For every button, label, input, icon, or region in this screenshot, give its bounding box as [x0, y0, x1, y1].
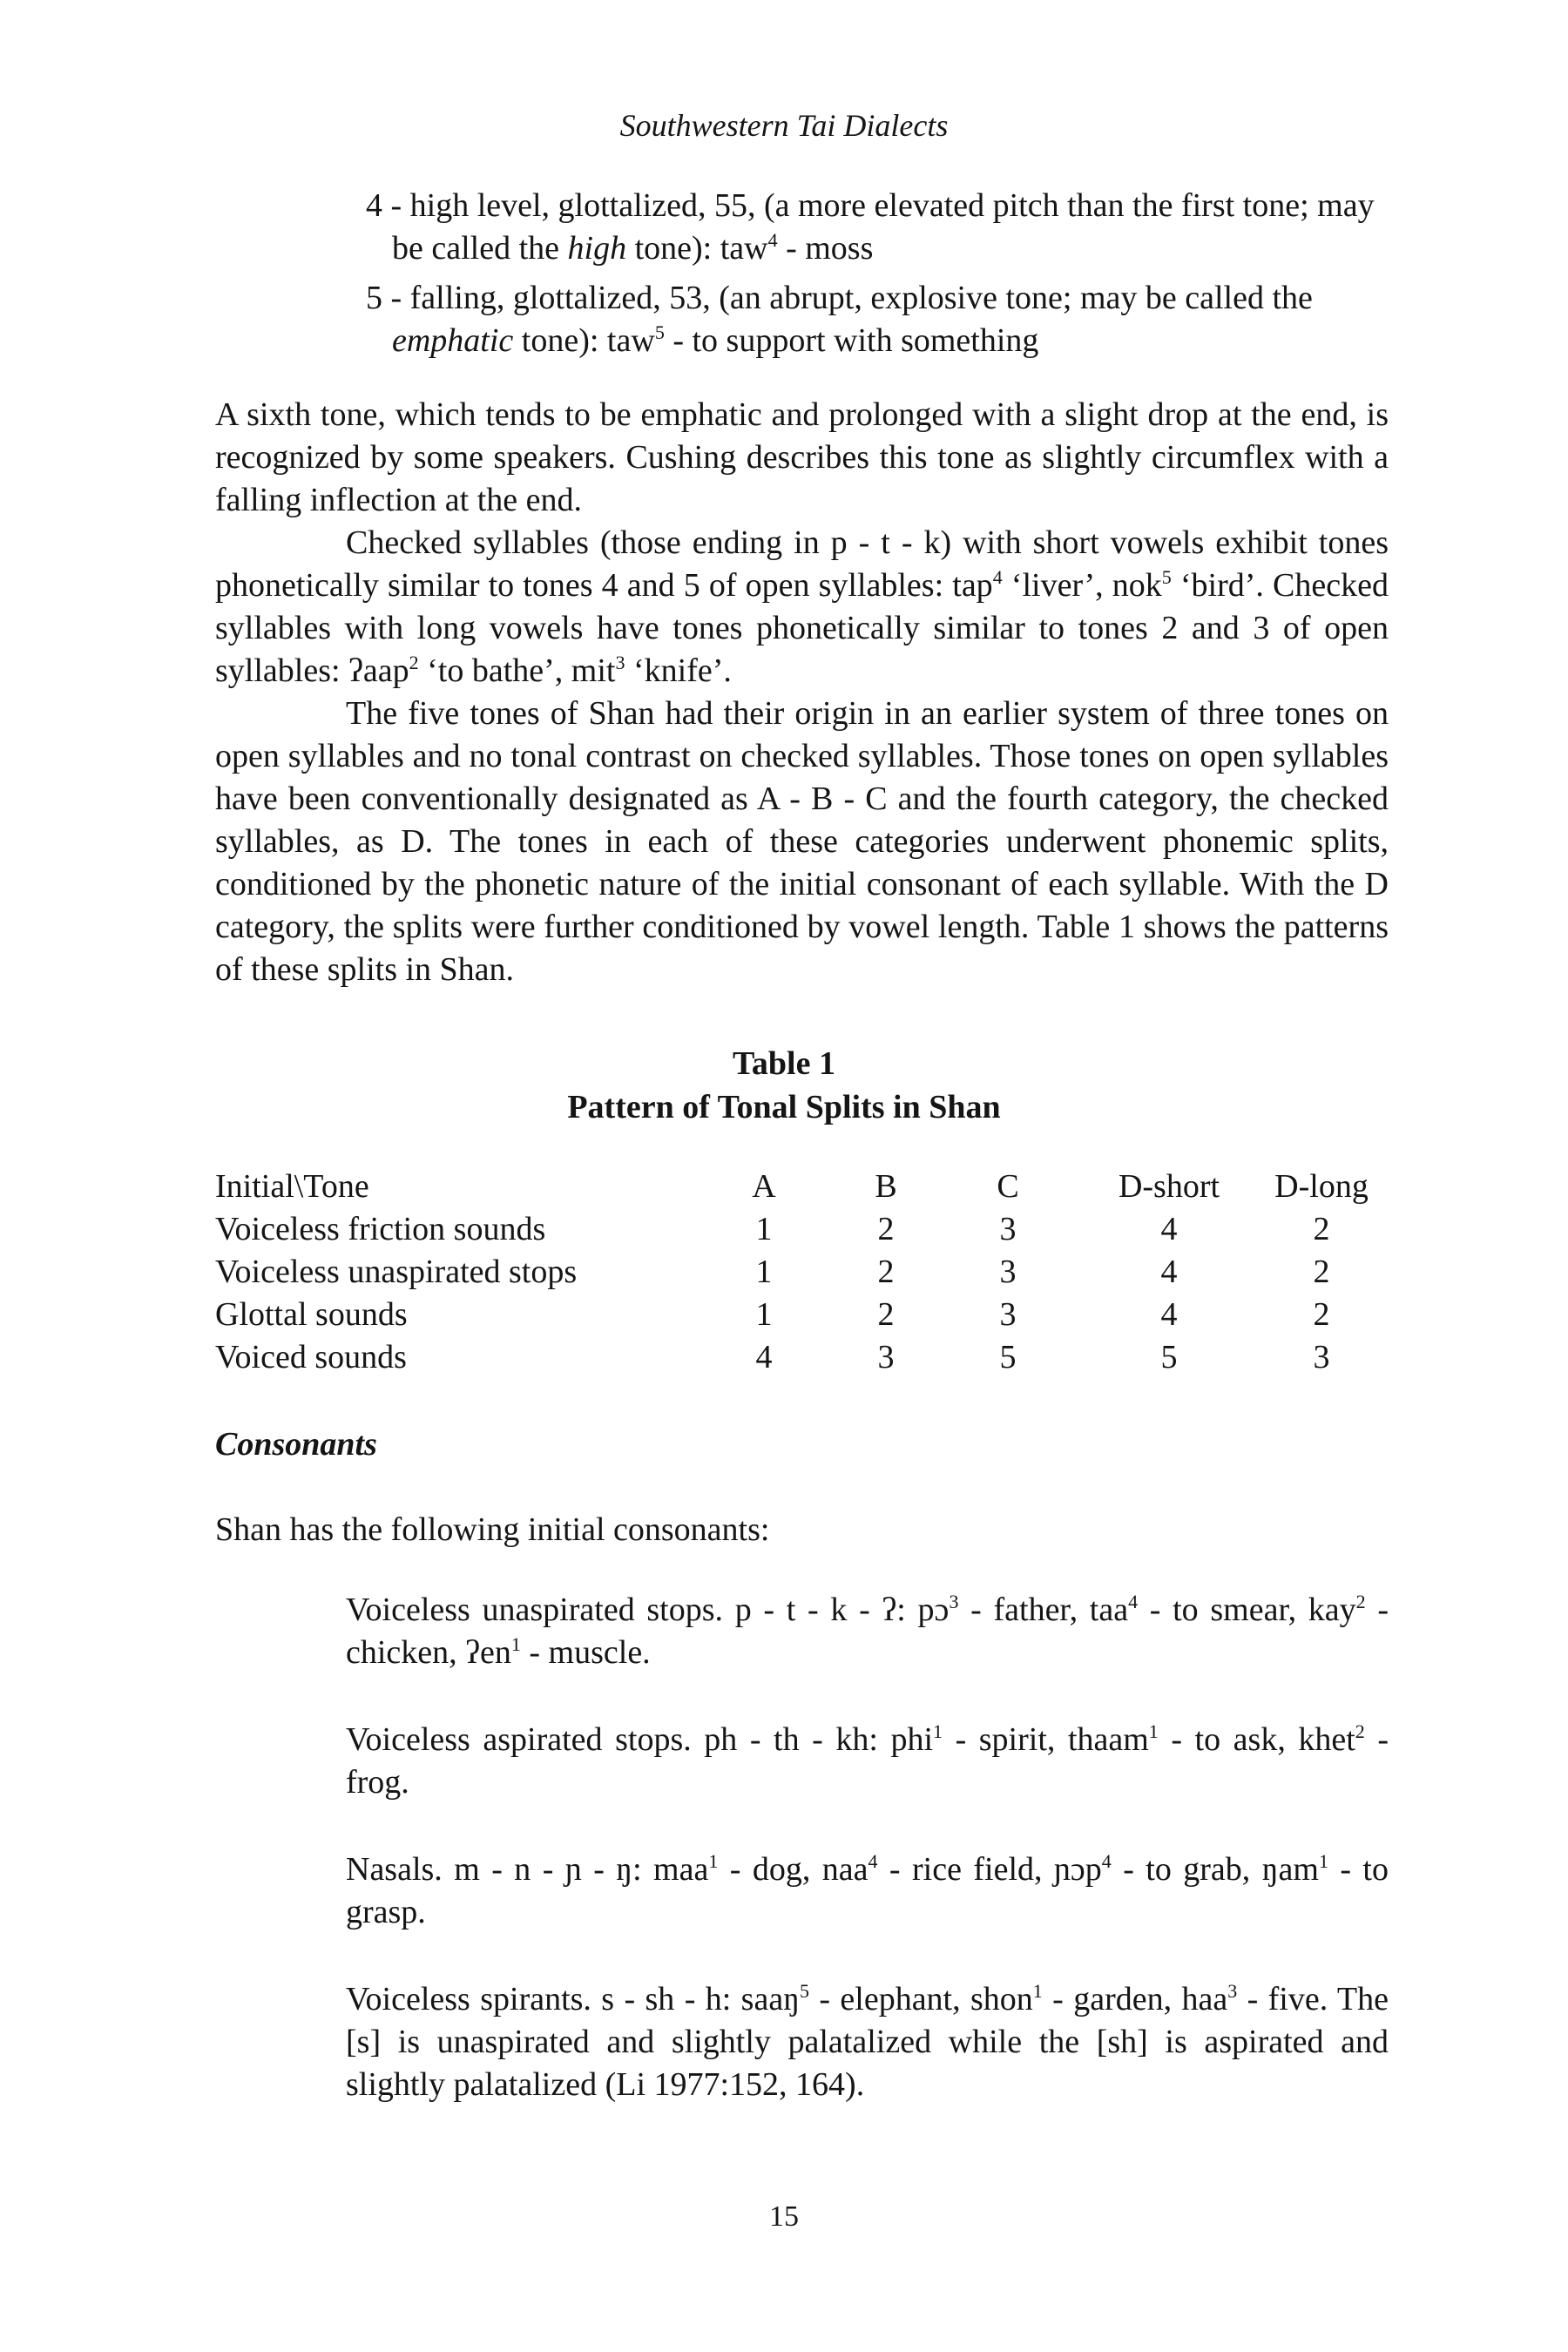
table-cell: 5	[999, 1339, 1017, 1375]
header-cell: A	[752, 1168, 776, 1205]
table-caption	[0, 1042, 1568, 1129]
running-head: Southwestern Tai Dialects	[619, 108, 949, 143]
table-cell: 2	[877, 1254, 895, 1290]
consonant-entry-stops-aspirated: Voiceless aspirated stops. ph - th - kh: phi$^1$ - spirit, thaam$^1$ - to ask, khet$^2$ - frog.	[346, 1720, 1389, 1801]
paragraph-checked-syllables: Checked syllables (those ending in p - t - k) with short vowels exhibit tones phonetically similar to tones 4 and 5 of open syllables: tap$^4$ ‘liver’, nok$^5$ ‘bird’. Checked syllables with long vowels have tones phonetically similar to tones 2 and 3 of open syllables: ʔaap$^2$ ‘to bathe’, mit$^3$ ‘knife’.	[215, 524, 1389, 689]
table-row	[215, 1208, 1374, 1251]
body-text	[215, 394, 1389, 991]
section-heading: Consonants	[215, 1426, 377, 1463]
table-cell: 2	[877, 1296, 895, 1333]
table-cell: 3	[877, 1339, 895, 1375]
tonal-splits-table	[215, 1166, 1374, 1379]
table-cell: 4	[1160, 1296, 1178, 1333]
table-cell: 3	[999, 1211, 1017, 1247]
tone-item-4: 4 - high level, glottalized, 55, (a more elevated pitch than the first tone; may be called the high tone): taw$^4$ - moss	[366, 187, 1375, 267]
table-cell: 4	[1160, 1211, 1178, 1247]
header-cell: D-long	[1274, 1168, 1369, 1205]
table-cell: Glottal sounds	[215, 1296, 408, 1333]
header-cell: C	[997, 1168, 1019, 1205]
table-row	[215, 1294, 1374, 1336]
table-cell: 3	[1313, 1339, 1330, 1375]
table-cell: Voiceless friction sounds	[215, 1211, 546, 1247]
table-number: Table 1	[733, 1045, 835, 1082]
table-cell: 1	[755, 1296, 773, 1333]
table-cell: 3	[999, 1254, 1017, 1290]
table-cell: 2	[1313, 1296, 1330, 1333]
consonant-entry-stops-unaspirated: Voiceless unaspirated stops. p - t - k - ʔ: pɔ$^3$ - father, taa$^4$ - to smear, kay$^2$ - chicken, ʔen$^1$ - muscle.	[346, 1591, 1389, 1671]
page-number: 15	[769, 2200, 799, 2233]
table-cell: 1	[755, 1254, 773, 1290]
table-cell: 2	[1313, 1254, 1330, 1290]
table-cell: 4	[1160, 1254, 1178, 1290]
table-cell: 1	[755, 1211, 773, 1247]
header-cell: D-short	[1118, 1168, 1220, 1205]
table-row	[215, 1336, 1374, 1379]
tone-item-5: 5 - falling, glottalized, 53, (an abrupt, explosive tone; may be called the emphatic tone): taw$^5$ - to support with something	[366, 280, 1313, 359]
table-title: Pattern of Tonal Splits in Shan	[567, 1089, 1001, 1125]
table-cell: Voiced sounds	[215, 1339, 407, 1375]
table-cell: 2	[877, 1211, 895, 1247]
table-cell: Voiceless unaspirated stops	[215, 1254, 578, 1290]
paragraph-tone-origin: The five tones of Shan had their origin in an earlier system of three tones on open syllables and no tonal contrast on checked syllables. Those tones on open syllables have been conventionally designated as A - B - C and the fourth category, the checked syllables, as D. The tones in each of these categories underwent phonemic splits, conditioned by the phonetic nature of the initial consonant of each syllable. With the D category, the splits were further conditioned by vowel length. Table 1 shows the patterns of these splits in Shan.	[215, 695, 1389, 988]
table-cell: 4	[755, 1339, 773, 1375]
tone-list	[366, 185, 1411, 369]
intro-sentence: Shan has the following initial consonants:	[215, 1511, 770, 1548]
paragraph-sixth-tone: A sixth tone, which tends to be emphatic and prolonged with a slight drop at the end, is recognized by some speakers. Cushing describes this tone as slightly circumflex with a falling inflection at the end.	[215, 396, 1389, 518]
table-row	[215, 1251, 1374, 1294]
table-cell: 3	[999, 1296, 1017, 1333]
table-cell: 2	[1313, 1211, 1330, 1247]
table-cell: 5	[1160, 1339, 1178, 1375]
consonant-entry-nasals: Nasals. m - n - ɲ - ŋ: maa$^1$ - dog, naa$^4$ - rice field, ɲɔp$^4$ - to grab, ŋam$^1$ - to grasp.	[346, 1850, 1389, 1930]
consonant-entry-spirants: Voiceless spirants. s - sh - h: saaŋ$^5$ - elephant, shon$^1$ - garden, haa$^3$ - five. The [s] is unaspirated and slightly palatalized while the [sh] is aspirated and slightly palatalized (Li 1977:152, 164).	[346, 1980, 1389, 2103]
header-cell: Initial\Tone	[215, 1168, 369, 1205]
header-cell: B	[875, 1168, 897, 1205]
table-header-row	[215, 1166, 1374, 1208]
